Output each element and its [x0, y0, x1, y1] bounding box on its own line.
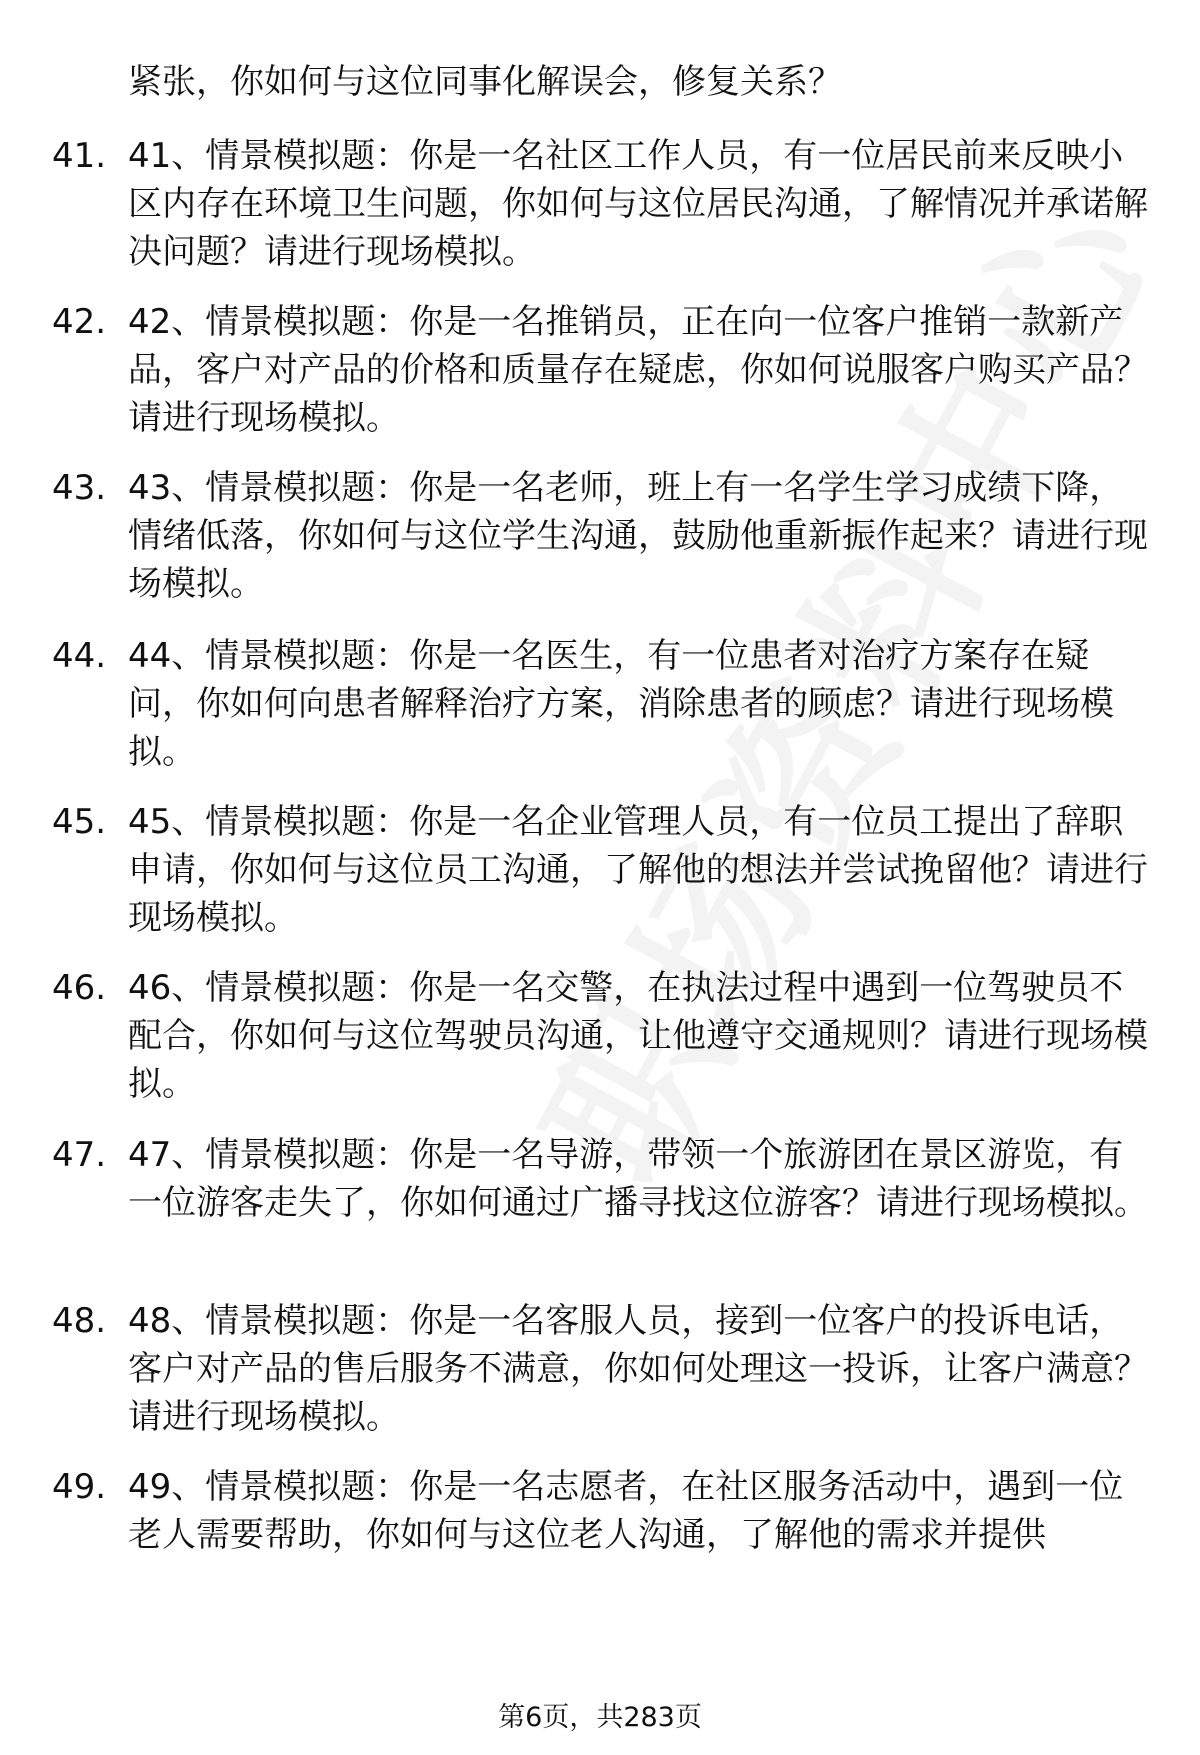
item-text: 41、情景模拟题：你是一名社区工作人员，有一位居民前来反映小区内存在环境卫生问题，你如何与这位居民沟通，了解情况并承诺解决问题？请进行现场模拟。 — [128, 136, 1148, 272]
item-text: 44、情景模拟题：你是一名医生，有一位患者对治疗方案存在疑问，你如何向患者解释治疗方案，消除患者的顾虑？请进行现场模拟。 — [128, 636, 1114, 772]
item-text: 45、情景模拟题：你是一名企业管理人员，有一位员工提出了辞职申请，你如何与这位员工沟通，了解他的想法并尝试挽留他？请进行现场模拟。 — [128, 802, 1148, 938]
item-number: 47. — [52, 1135, 107, 1175]
item-text: 43、情景模拟题：你是一名老师，班上有一名学生学习成绩下降，情绪低落，你如何与这位学生沟通，鼓励他重新振作起来？请进行现场模拟。 — [128, 468, 1148, 604]
item-number: 41. — [52, 136, 107, 176]
item-text: 42、情景模拟题：你是一名推销员，正在向一位客户推销一款新产品，客户对产品的价格和质量存在疑虑，你如何说服客户购买产品？请进行现场模拟。 — [128, 302, 1148, 438]
item-number: 45. — [52, 802, 107, 842]
item-text: 49、情景模拟题：你是一名志愿者，在社区服务活动中，遇到一位老人需要帮助，你如何与这位老人沟通，了解他的需求并提供 — [128, 1467, 1124, 1555]
item-number: 43. — [52, 468, 107, 508]
item-number: 44. — [52, 636, 107, 676]
item-text: 47、情景模拟题：你是一名导游，带领一个旅游团在景区游览，有一位游客走失了，你如何通过广播寻找这位游客？请进行现场模拟。 — [128, 1135, 1148, 1223]
item-text: 46、情景模拟题：你是一名交警，在执法过程中遇到一位驾驶员不配合，你如何与这位驾驶员沟通，让他遵守交通规则？请进行现场模拟。 — [128, 968, 1148, 1104]
continuation-text: 紧张，你如何与这位同事化解误会，修复关系？ — [128, 62, 842, 102]
item-number: 46. — [52, 968, 107, 1008]
item-number: 48. — [52, 1301, 107, 1341]
page-footer: 第6页，共283页 — [498, 1702, 702, 1733]
item-text: 48、情景模拟题：你是一名客服人员，接到一位客户的投诉电话，客户对产品的售后服务不满意，你如何处理这一投诉，让客户满意？请进行现场模拟。 — [128, 1301, 1148, 1437]
item-number: 42. — [52, 302, 107, 342]
item-number: 49. — [52, 1467, 107, 1507]
